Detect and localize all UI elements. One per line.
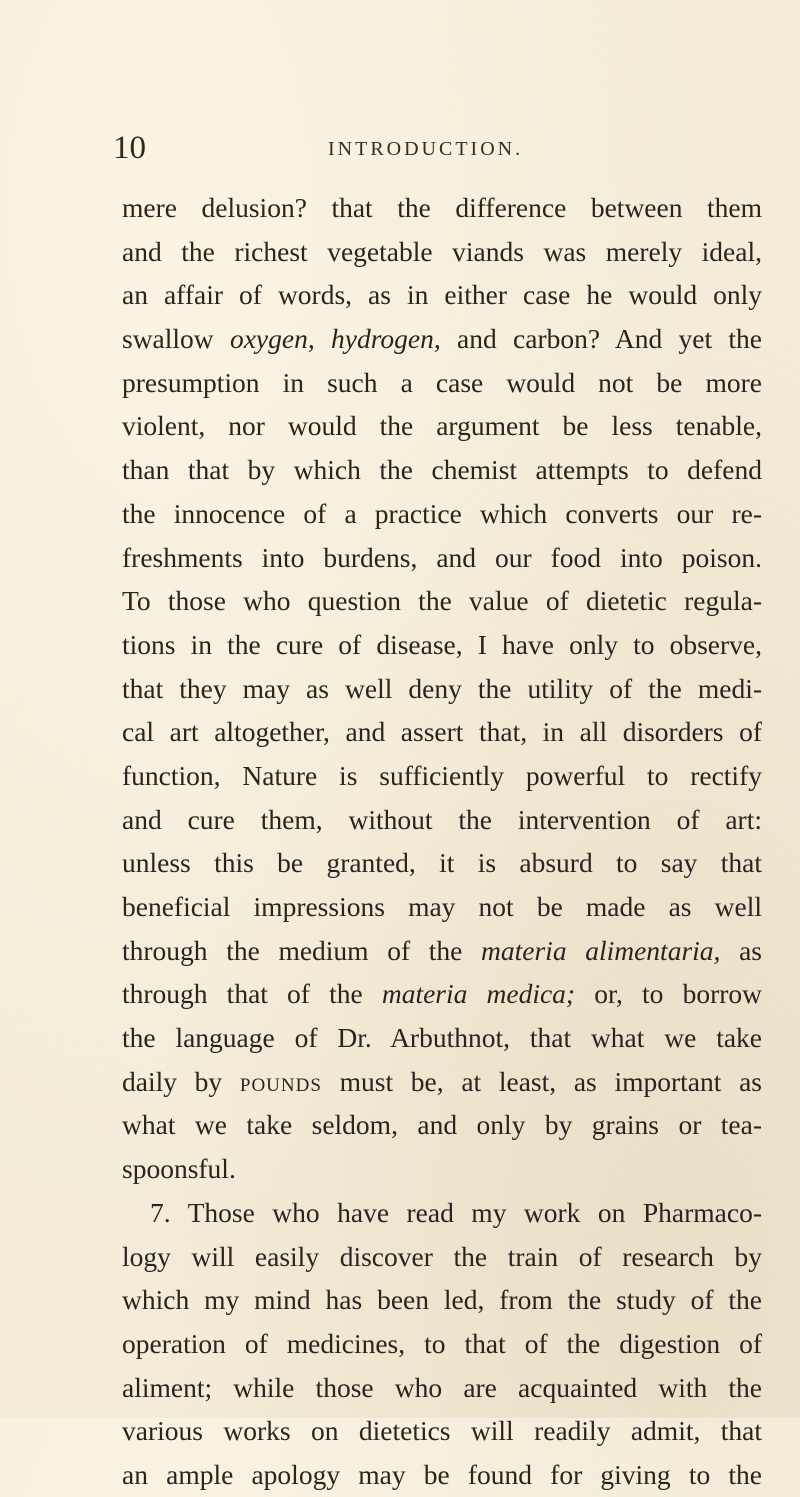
text-segment: swallow <box>122 323 230 355</box>
text-segment: through that of the <box>122 978 382 1010</box>
text-line: mere delusion? that the difference between them <box>122 192 762 223</box>
text-segment: or, to borrow <box>575 978 762 1010</box>
text-line: spoonsful. <box>122 1153 236 1185</box>
text-line: an ample apology may be found for giving to the <box>122 1458 762 1490</box>
text-line: and the richest vegetable viands was merely ideal, <box>122 235 762 267</box>
text-line: 7. Those who have read my work on Pharmaco- <box>150 1196 762 1228</box>
text-segment: as <box>720 934 762 966</box>
text-line <box>122 972 762 1016</box>
body-text <box>122 186 762 1497</box>
text-line: than that by which the chemist attempts to defend <box>122 454 762 486</box>
text-line: that they may as well deny the utility of the medi- <box>122 672 762 704</box>
text-line: unless this be granted, it is absurd to say that <box>122 847 762 879</box>
text-line: freshments into burdens, and our food into poison. <box>122 541 762 573</box>
running-head <box>0 128 800 168</box>
text-line: which my mind has been led, from the study of the <box>122 1284 762 1316</box>
page-number: 10 <box>113 130 146 166</box>
text-segment: through the medium of the <box>122 934 482 966</box>
text-line: cal art altogether, and assert that, in all disorders of <box>122 716 762 748</box>
text-line: tions in the cure of disease, I have only to observe, <box>122 628 762 660</box>
text-line: aliment; while those who are acquainted with the <box>122 1371 762 1403</box>
text-line: function, Nature is sufficiently powerful to rectify <box>122 759 762 791</box>
italic-term: materia alimentaria, <box>481 934 721 966</box>
text-segment: daily by <box>122 1065 240 1097</box>
text-line: an affair of words, as in either case he would only <box>122 279 762 311</box>
text-line: and cure them, without the intervention of art: <box>122 803 762 835</box>
text-line: what we take seldom, and only by grains or tea- <box>122 1109 762 1141</box>
text-line: beneficial impressions may not be made as well <box>122 891 762 922</box>
text-line: logy will easily discover the train of research by <box>122 1240 762 1272</box>
text-line: the innocence of a practice which converts our re- <box>122 497 762 529</box>
running-title: INTRODUCTION. <box>328 138 524 160</box>
italic-term: materia medica; <box>381 978 576 1010</box>
text-line <box>122 1060 762 1104</box>
text-line: various works on dietetics will readily admit, that <box>122 1415 762 1447</box>
text-line: To those who question the value of dietetic regula- <box>122 585 762 617</box>
small-caps-term: pounds <box>239 1065 322 1097</box>
italic-term: oxygen, hydrogen, <box>229 323 441 355</box>
text-segment: and carbon? And yet the <box>440 323 762 355</box>
text-line: the language of Dr. Arbuthnot, that what we take <box>122 1022 762 1054</box>
text-line: operation of medicines, to that of the digestion of <box>122 1327 762 1359</box>
text-line: presumption in such a case would not be more <box>122 366 762 398</box>
text-line <box>122 929 762 973</box>
text-segment: must be, at least, as important as <box>321 1065 762 1097</box>
text-line: violent, nor would the argument be less tenable, <box>122 410 762 442</box>
text-line <box>122 317 762 361</box>
